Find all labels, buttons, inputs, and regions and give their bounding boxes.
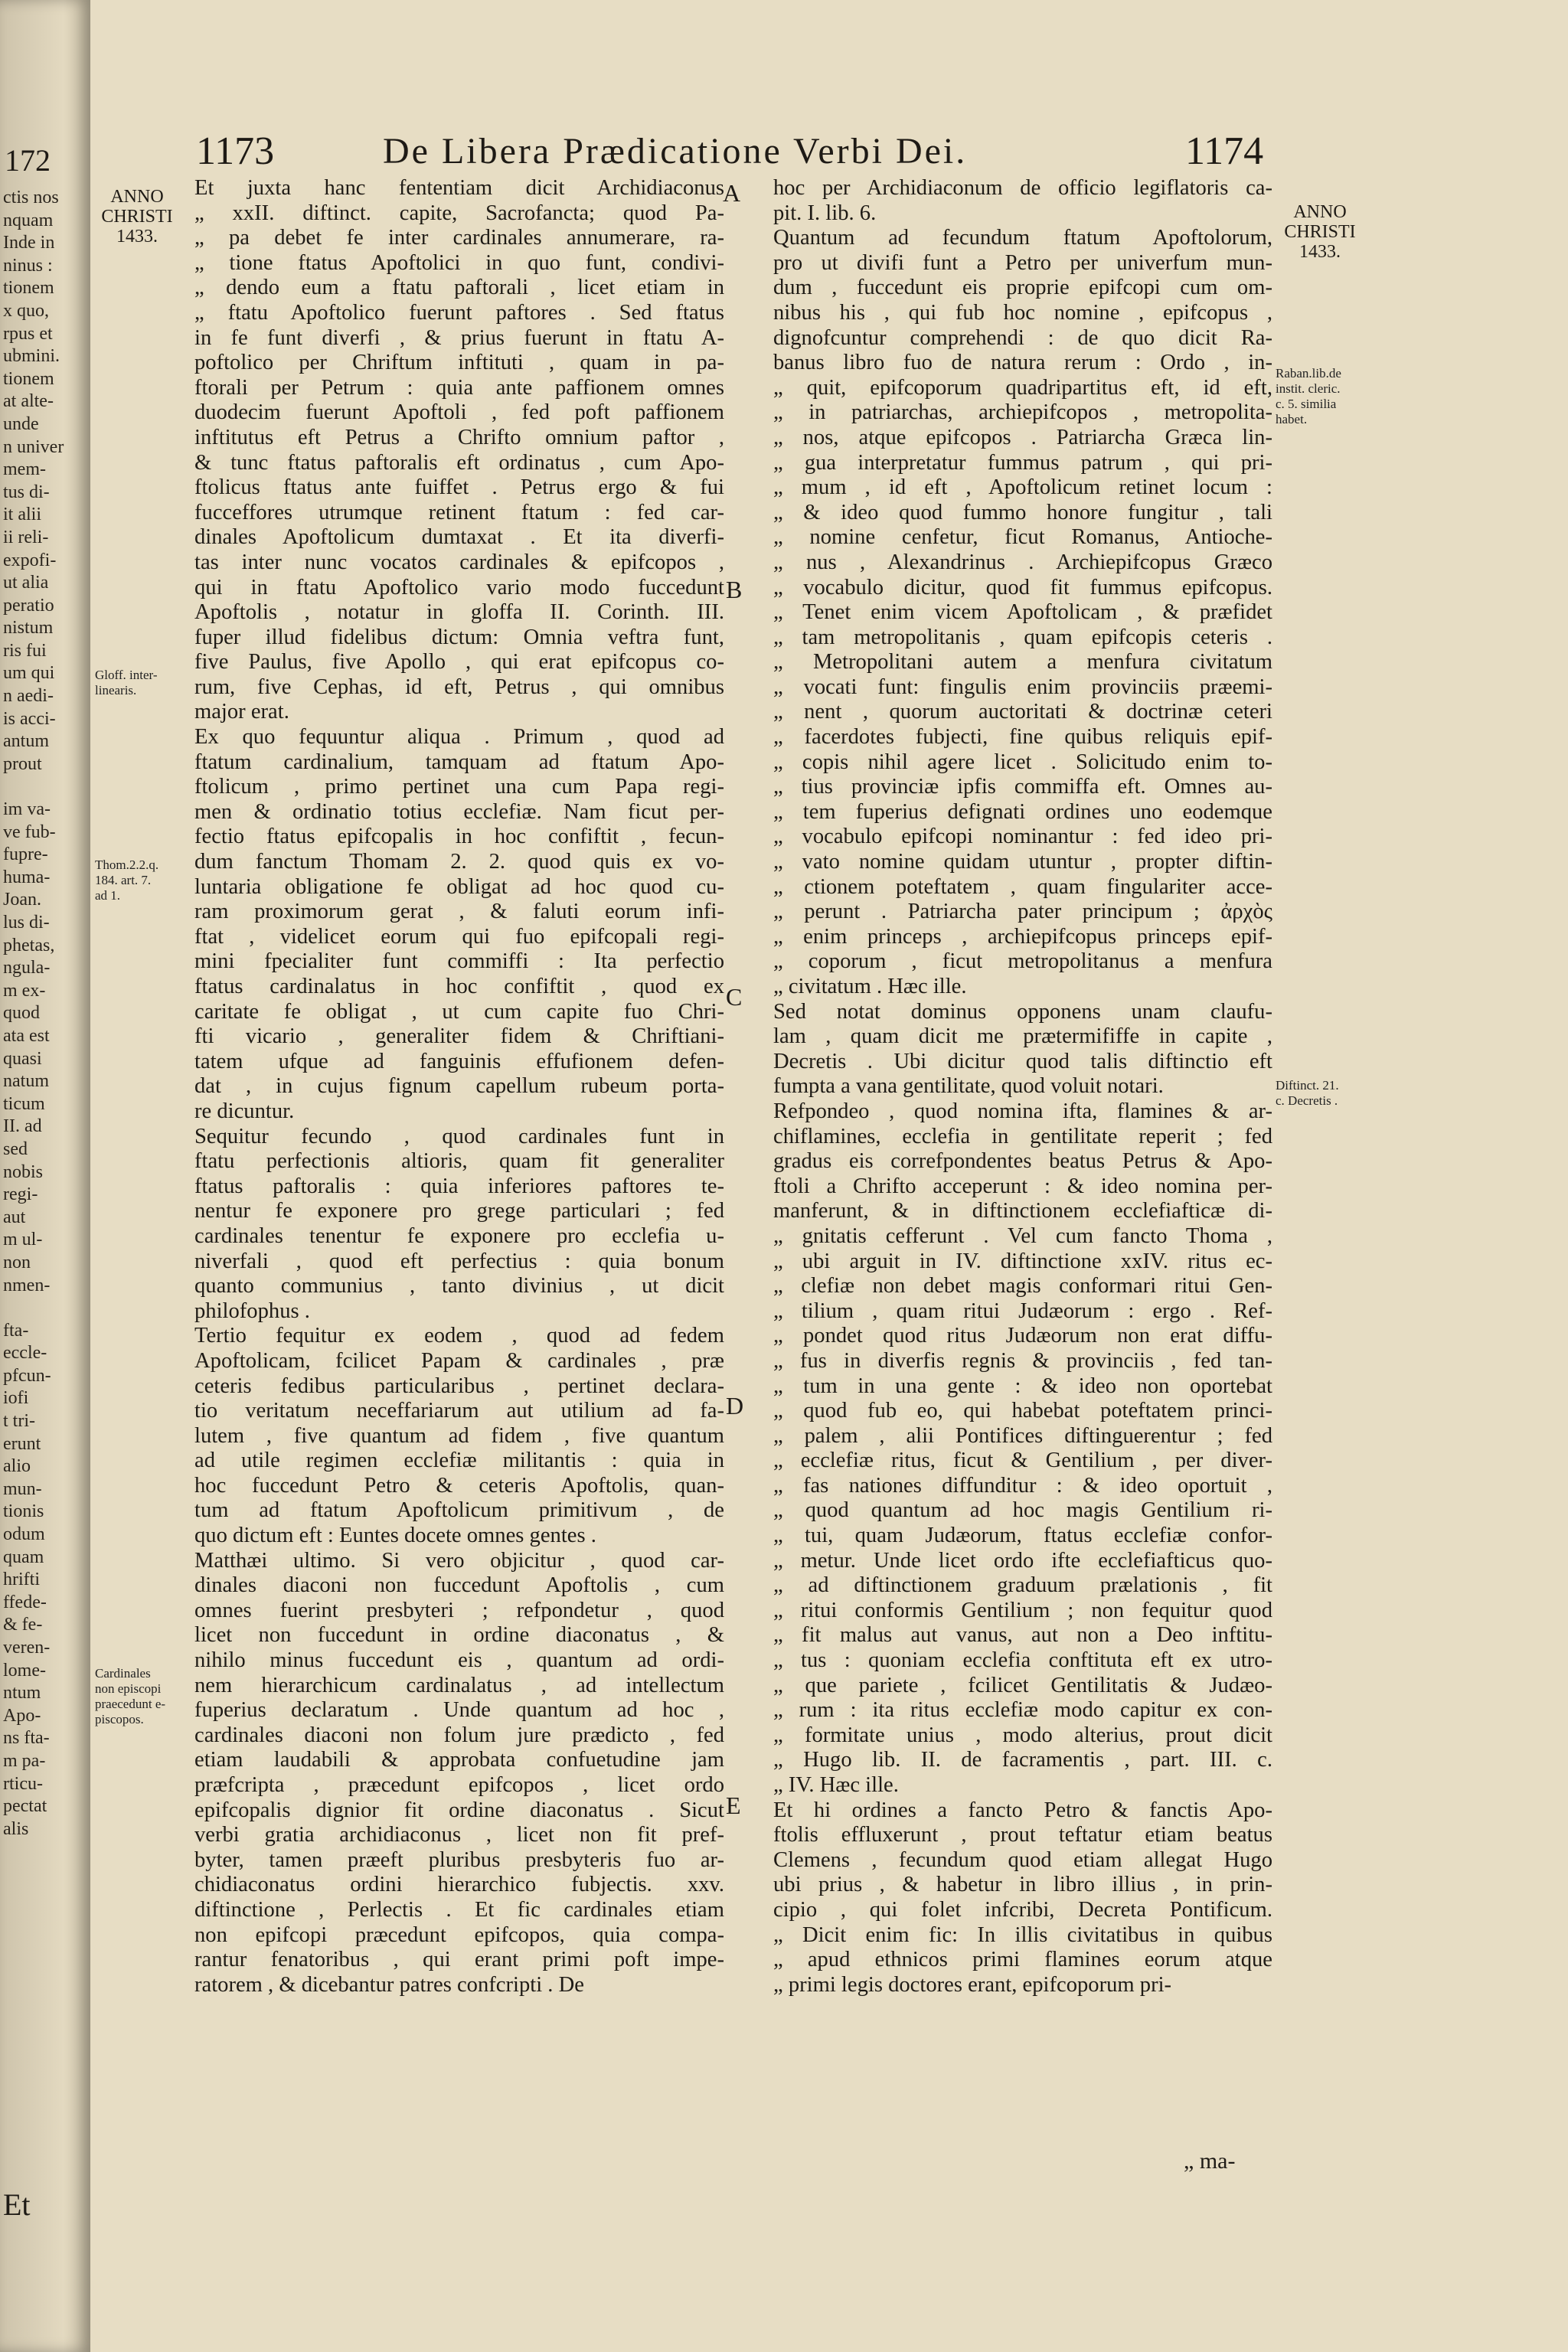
- right-column-line: „ Metropolitani autem a menfura civitatum: [773, 650, 1272, 675]
- edge-fragment: huma-: [3, 867, 51, 887]
- left-column-line: omnes fuerint presbyteri ; refpondetur , quod: [194, 1598, 724, 1622]
- left-column-line: hoc fuccedunt Petro & ceteris Apoftolis, quan-: [194, 1473, 724, 1498]
- left-column-line: rum, five Cephas, id eft, Petrus , qui omnibus: [194, 675, 724, 699]
- edge-fragment: ii reli-: [3, 527, 49, 547]
- left-column-line: Matthæi ultimo. Si vero objicitur , quod car-: [194, 1548, 724, 1573]
- left-column-line: Sequitur fecundo , quod cardinales funt in: [194, 1124, 724, 1148]
- right-column-line: „ formitate unius , modo alterius, prout dicit: [773, 1723, 1272, 1747]
- edge-fragment: x quo,: [3, 300, 49, 321]
- margin-year-left: ANNO CHRISTI 1433.: [101, 187, 173, 247]
- left-column-line: lutem , five quantum ad fidem , five quantum: [194, 1423, 724, 1448]
- right-column-line: Decretis . Ubi dicitur quod talis diftinctio eft: [773, 1049, 1272, 1073]
- left-page-number: 1173: [196, 129, 275, 173]
- left-column-line: Tertio fequitur ex eodem , quod ad fedem: [194, 1324, 724, 1348]
- left-column-line: ftat , videlicet eorum qui fuo epifcopali regi-: [194, 924, 724, 949]
- right-column-line: „ quod quantum ad hoc magis Gentilium ri-: [773, 1498, 1272, 1523]
- right-column-line: „ vato nomine quidam utuntur , propter diftin-: [773, 850, 1272, 874]
- edge-fragment: phetas,: [3, 935, 55, 956]
- edge-fragment: nquam: [3, 210, 54, 230]
- right-column-line: „ tum in una gente : & ideo non oportebat: [773, 1374, 1272, 1398]
- edge-fragment: iofi: [3, 1388, 29, 1409]
- catchword: „ ma-: [1184, 2148, 1236, 2174]
- left-column-line: Apoftolicam, fcilicet Papam & cardinales , præ: [194, 1348, 724, 1373]
- running-title: De Libera Prædicatione Verbi Dei.: [383, 131, 968, 172]
- left-column-line: fuperius declaratum . Unde quantum ad hoc ,: [194, 1698, 724, 1723]
- edge-fragment: pfcun-: [3, 1365, 51, 1386]
- right-column-line: „ fus in diverfis regnis & provinciis , fed tan-: [773, 1348, 1272, 1373]
- right-column-line: „ vocabulo epifcopi nominantur : fed ideo pri-: [773, 825, 1272, 849]
- edge-fragment: nistum: [3, 618, 54, 639]
- previous-page-edge: [0, 0, 90, 2352]
- margin-cardinales-note: Cardinales non episcopi praecedunt e- piscopos.: [95, 1666, 166, 1726]
- right-column-line: Et hi ordines a fancto Petro & fanctis Apo-: [773, 1798, 1272, 1822]
- edge-fragment: tus di-: [3, 482, 50, 502]
- edge-fragment: ticum: [3, 1093, 45, 1114]
- left-column-line: dinales Apoftolicum dumtaxat . Et ita diverfi-: [194, 525, 724, 550]
- left-column-line: „ ftatu Apoftolico fuerunt paftores . Sed ftatus: [194, 300, 724, 325]
- edge-fragment: non: [3, 1252, 31, 1272]
- right-column-line: „ & ideo quod fummo honore fungitur , tali: [773, 500, 1272, 524]
- edge-fragment: n aedi-: [3, 686, 54, 707]
- right-column-line: chiflamines, ecclefia in gentilitate reperit ; fed: [773, 1124, 1272, 1148]
- left-column-line: tio veritatum neceffariarum aut utilium ad fa-: [194, 1399, 724, 1423]
- right-column-line: „ palem , alii Pontifices diftinguerentur ; fed: [773, 1423, 1272, 1448]
- edge-fragment: tionem: [3, 278, 54, 299]
- right-column-line: „ apud ethnicos primi flamines eorum atque: [773, 1948, 1272, 1972]
- left-column-line: dinales diaconi non fuccedunt Apoftolis , cum: [194, 1573, 724, 1598]
- section-mark-c: C: [726, 983, 743, 1011]
- left-column-line: cardinales diaconi non folum jure prædicto , fed: [194, 1723, 724, 1747]
- edge-fragment: m pa-: [3, 1750, 46, 1771]
- edge-fragment: expofi-: [3, 550, 57, 570]
- right-column-line: „ mum , id eft , Apoftolicum retinet locum :: [773, 475, 1272, 500]
- edge-fragment: n univer: [3, 436, 64, 457]
- edge-fragment: Inde in: [3, 233, 55, 253]
- right-column-line: „ ad diftinctionem graduum prælationis , fit: [773, 1573, 1272, 1598]
- left-column-line: ftolicum , primo pertinet una cum Papa regi-: [194, 775, 724, 799]
- edge-fragment: nobis: [3, 1161, 44, 1182]
- left-column-line: ftatu perfectionis altioris, quam fit generaliter: [194, 1149, 724, 1174]
- edge-fragment: pectat: [3, 1796, 47, 1817]
- right-column-line: „ fit malus aut vanus, aut non a Deo inftitu-: [773, 1623, 1272, 1648]
- left-column-line: re dicuntur.: [194, 1099, 295, 1123]
- right-column-line: „ gua interpretatur fummus patrum , qui pri-: [773, 450, 1272, 475]
- edge-fragment: mun-: [3, 1478, 42, 1499]
- right-column-line: „ fas nationes diffunditur : & ideo oportuit ,: [773, 1473, 1272, 1498]
- edge-fragment: ntum: [3, 1683, 41, 1704]
- left-column-line: ratorem , & dicebantur patres confcripti . De: [194, 1972, 584, 1997]
- edge-fragment: im va-: [3, 799, 51, 820]
- left-column-line: non epifcopi præcedunt epifcopos, quia compa-: [194, 1922, 724, 1947]
- edge-fragment: ctis nos: [3, 188, 59, 207]
- edge-fragment: alio: [3, 1456, 31, 1477]
- left-column-line: quanto communius , tanto divinius , ut dicit: [194, 1274, 724, 1298]
- right-column-line: dignofcuntur comprehendi : de quo dicit Ra-: [773, 325, 1272, 350]
- left-column-line: major erat.: [194, 700, 289, 724]
- edge-fragment: alis: [3, 1818, 29, 1839]
- right-column-line: „ quit, epifcoporum quadripartitus eft, id eft,: [773, 375, 1272, 400]
- edge-fragment: quasi: [3, 1048, 42, 1069]
- edge-fragment: rticu-: [3, 1773, 43, 1794]
- right-column-line: „ tius provinciæ ipfis commiffa eft. Omnes au-: [773, 775, 1272, 799]
- left-column-line: duodecim fuerunt Apoftoli , fed poft paffionem: [194, 400, 724, 425]
- edge-fragment: Joan.: [3, 890, 41, 910]
- right-column-line: Quantum ad fecundum ftatum Apoftolorum,: [773, 226, 1272, 250]
- right-text-column: [773, 176, 1272, 1998]
- previous-page-fragments: [3, 187, 89, 1841]
- edge-fragment: um qui: [3, 663, 55, 684]
- left-text-column: [194, 176, 724, 1998]
- right-column-line: „ Tenet enim vicem Apoftolicam , & præfidet: [773, 600, 1272, 625]
- right-column-line: „ primi legis doctores erant, epifcoporum pri-: [773, 1972, 1172, 1997]
- right-column-line: Refpondeo , quod nomina ifta, flamines & ar-: [773, 1099, 1272, 1123]
- edge-fragment: ve fub-: [3, 822, 56, 842]
- edge-fragment: rpus et: [3, 323, 53, 344]
- edge-fragment: eccle-: [3, 1343, 47, 1364]
- right-column-line: fumpta a vana gentilitate, quod voluit notari.: [773, 1074, 1164, 1099]
- right-column-line: „ ecclefiæ ritus, ficut & Gentilium , per diver-: [773, 1449, 1272, 1473]
- edge-fragment: ris fui: [3, 640, 47, 661]
- right-column-line: „ civitatum . Hæc ille.: [773, 975, 967, 998]
- edge-fragment: tionem: [3, 368, 54, 389]
- section-mark-a: A: [723, 179, 741, 207]
- left-column-line: „ xxII. diftinct. capite, Sacrofancta; quod Pa-: [194, 201, 724, 225]
- left-column-line: fucceffores utrumque retinent ftatum : fed car-: [194, 500, 724, 524]
- left-column-line: epifcopalis dignior fit ordine diaconatus . Sicut: [194, 1798, 724, 1822]
- right-column-line: „ IV. Hæc ille.: [773, 1773, 899, 1797]
- left-column-line: & tunc ftatus paftoralis eft ordinatus , cum Apo-: [194, 450, 724, 475]
- left-column-line: nihilo minus fuccedunt eis , quantum ad ordi-: [194, 1648, 724, 1673]
- right-column-line: „ in patriarchas, archiepifcopos , metropolita-: [773, 400, 1272, 425]
- edge-fragment: at alte-: [3, 391, 54, 412]
- left-column-line: nentur fe exponere pro grege particulari ; fed: [194, 1199, 724, 1223]
- edge-fragment: II. ad: [3, 1116, 42, 1137]
- edge-fragment: ninus :: [3, 255, 53, 276]
- right-column-line: „ vocati funt: fingulis enim provinciis præemi-: [773, 675, 1272, 699]
- margin-year-right: ANNO CHRISTI 1433.: [1284, 202, 1356, 262]
- right-column-line: banus libro fuo de natura rerum : Ordo , in-: [773, 351, 1272, 375]
- left-column-line: quo dictum eft : Euntes docete omnes gentes .: [194, 1524, 596, 1548]
- right-column-line: „ vocabulo dicitur, quod fit fummus epifcopus.: [773, 575, 1272, 599]
- margin-distinct-reference: Diftinct. 21. c. Decretis .: [1276, 1078, 1339, 1108]
- left-column-line: cardinales tenentur fe exponere pro ecclefia u-: [194, 1223, 724, 1248]
- left-column-line: ram proximorum gerat , & faluti eorum infi-: [194, 900, 724, 924]
- right-column-line: „ ritui conformis Gentilium ; non fequitur quod: [773, 1598, 1272, 1622]
- left-column-line: dat , in cujus fignum capellum rubeum porta-: [194, 1074, 724, 1099]
- right-column-line: gradus eis correfpondentes beatus Petrus & Apo-: [773, 1149, 1272, 1174]
- edge-fragment: & fe-: [3, 1615, 43, 1635]
- left-column-line: ceteris fedibus particularibus , pertinet declara-: [194, 1374, 724, 1398]
- right-column-line: „ gnitatis cefferunt . Vel cum fancto Thoma ,: [773, 1223, 1272, 1248]
- right-column-line: Clemens , fecundum quod etiam allegat Hugo: [773, 1847, 1272, 1872]
- edge-fragment: fta-: [3, 1320, 29, 1341]
- section-mark-b: B: [726, 576, 743, 603]
- edge-fragment: it alii: [3, 505, 41, 525]
- left-column-line: verbi gratia archidiaconus , licet non fit pref-: [194, 1823, 724, 1847]
- left-column-line: diftinctione , Perlectis . Et fic cardinales etiam: [194, 1897, 724, 1922]
- left-column-line: Apoftolis , notatur in gloffa II. Corinth. III.: [194, 600, 724, 625]
- left-column-line: fectio ftatus epifcopalis in hoc confiftit , fecun-: [194, 825, 724, 849]
- left-column-line: Et juxta hanc fententiam dicit Archidiaconus: [194, 176, 724, 200]
- right-column-line: „ nomine cenfetur, ficut Romanus, Antioche-: [773, 525, 1272, 550]
- left-column-line: inftitutus eft Petrus a Chrifto omnium paftor ,: [194, 425, 724, 449]
- left-column-line: in fe funt diverfi , & prius fuerunt in ftatu A-: [194, 325, 724, 350]
- edge-fragment: m ex-: [3, 980, 46, 1001]
- left-column-line: fti vicario , generaliter fidem & Chriftiani-: [194, 1024, 724, 1049]
- right-column-line: ftolis effluxerunt , prout teftatur etiam beatus: [773, 1823, 1272, 1847]
- right-column-line: „ ctionem poteftatem , quam fingulariter acce-: [773, 874, 1272, 899]
- edge-fragment: aut: [3, 1207, 26, 1227]
- right-column-line: „ tui, quam Judæorum, ftatus ecclefiæ confor-: [773, 1524, 1272, 1548]
- right-column-line: cipio , qui folet infcribi, Decreta Pontificum.: [773, 1897, 1272, 1922]
- right-column-line: „ metur. Unde licet ordo ifte ecclefiafticus quo-: [773, 1548, 1272, 1573]
- edge-fragment: ngula-: [3, 958, 51, 978]
- edge-fragment: unde: [3, 413, 39, 434]
- right-column-line: hoc per Archidiaconum de officio legiflatoris ca-: [773, 176, 1272, 200]
- right-column-line: „ nus , Alexandrinus . Archiepifcopus Græco: [773, 550, 1272, 574]
- right-column-line: lam , quam dicit me prætermififfe in capite ,: [773, 1024, 1272, 1049]
- left-column-line: etiam laudabili & approbata confuetudine jam: [194, 1748, 724, 1772]
- edge-fragment: quam: [3, 1547, 44, 1567]
- right-column-line: „ facerdotes fubjecti, fine quibus reliquis epif-: [773, 725, 1272, 750]
- edge-fragment: ns fta-: [3, 1728, 50, 1749]
- left-column-line: fuper illud fidelibus dictum: Omnia veftra funt,: [194, 625, 724, 649]
- left-column-line: licet non fuccedunt in ordine diaconatus , &: [194, 1623, 724, 1648]
- left-column-line: five Paulus, five Apollo , qui erat epifcopus co-: [194, 650, 724, 675]
- left-column-line: men & ordinatio totius ecclefiæ. Nam ficut per-: [194, 799, 724, 824]
- left-column-line: nem hierarchicum cardinalatus , ad intellectum: [194, 1673, 724, 1697]
- left-column-line: ad utile regimen ecclefiæ militantis : quia in: [194, 1449, 724, 1473]
- left-column-line: mini fpecialiter funt commiffi : Ita perfectio: [194, 949, 724, 974]
- right-column-line: „ ubi arguit in IV. diftinctione xxIV. ritus ec-: [773, 1249, 1272, 1273]
- right-column-line: „ tem fuperius defignati ordines uno eodemque: [773, 799, 1272, 824]
- edge-fragment: [3, 776, 89, 799]
- right-column-line: Sed notat dominus opponens unam claufu-: [773, 999, 1272, 1024]
- left-column-line: ftatus paftoralis : quia inferiores paftores te-: [194, 1174, 724, 1198]
- edge-fragment: veren-: [3, 1638, 51, 1658]
- left-column-line: tum ad ftatum Apoftolicum primitivum , de: [194, 1498, 724, 1523]
- left-column-line: qui in ftatu Apoftolico vario modo fuccedunt: [194, 575, 724, 599]
- right-column-line: „ nent , quorum auctoritati & doctrinæ ceteri: [773, 700, 1272, 724]
- left-column-line: præfcripta , præcedunt epifcopos , licet ordo: [194, 1773, 724, 1797]
- edge-fragment: sed: [3, 1138, 28, 1159]
- left-column-line: ftorali per Petrum : quia ante paffionem omnes: [194, 375, 724, 400]
- left-column-line: „ dendo eum a ftatu paftorali , licet etiam in: [194, 276, 724, 300]
- previous-page-number: 172: [5, 143, 51, 178]
- edge-fragment: t tri-: [3, 1411, 35, 1432]
- edge-fragment: [3, 1297, 89, 1320]
- right-column-line: „ que pariete , fcilicet Gentilitatis & Judæo-: [773, 1673, 1272, 1697]
- left-column-line: dum fanctum Thomam 2. 2. quod quis ex vo-: [194, 850, 724, 874]
- right-column-line: „ tilium , quam ritui Judæorum : ergo . Ref-: [773, 1298, 1272, 1323]
- right-column-line: manferunt, & in diftinctionem ecclefiafticæ di-: [773, 1199, 1272, 1223]
- left-column-line: tatem ufque ad fanguinis effufionem defen-: [194, 1049, 724, 1073]
- right-column-line: ftoli a Chrifto acceperunt : & ideo nomina per-: [773, 1174, 1272, 1198]
- edge-fragment: regi-: [3, 1184, 38, 1205]
- edge-fragment: ffede-: [3, 1592, 47, 1612]
- edge-fragment: Apo-: [3, 1705, 41, 1726]
- left-column-line: ftolicus ftatus ante fuiffet . Petrus ergo & fui: [194, 475, 724, 500]
- left-column-line: chidiaconatus ordini hierarchico fubjectis. xxv.: [194, 1873, 724, 1897]
- left-column-line: Ex quo fequuntur aliqua . Primum , quod ad: [194, 725, 724, 750]
- edge-fragment: natum: [3, 1071, 49, 1092]
- edge-fragment: ubmini.: [3, 346, 60, 367]
- right-column-line: ubi prius , & habetur in libro illius , in prin-: [773, 1873, 1272, 1897]
- edge-fragment: ata est: [3, 1025, 50, 1046]
- margin-rabanus-reference: Raban.lib.de instit. cleric. c. 5. similia habet.: [1276, 366, 1341, 426]
- section-mark-d: D: [726, 1392, 744, 1419]
- previous-page-last-word: Et: [3, 2187, 31, 2222]
- left-column-line: caritate fe obligat , ut cum capite fuo Chri-: [194, 999, 724, 1024]
- right-column-line: „ rum : ita ritus ecclefiæ modo capitur ex con-: [773, 1698, 1272, 1723]
- left-column-line: luntaria obligatione fe obligat ad hoc quod cu-: [194, 874, 724, 899]
- edge-fragment: prout: [3, 753, 42, 774]
- margin-gloss-interlinearis: Gloff. inter- linearis.: [95, 668, 158, 697]
- left-column-line: poftolico per Chriftum inftituti , quam in pa-: [194, 351, 724, 375]
- left-column-line: „ tione ftatus Apoftolici in quo funt, condivi-: [194, 250, 724, 275]
- right-column-line: „ copis nihil agere licet . Solicitudo enim to-: [773, 750, 1272, 774]
- right-column-line: „ enim princeps , archiepifcopus princeps epif-: [773, 924, 1272, 949]
- right-column-line: „ tam metropolitanis , quam epifcopis ceteris .: [773, 625, 1272, 649]
- section-mark-e: E: [726, 1792, 741, 1819]
- left-column-line: tas inter nunc vocatos cardinales & epifcopos ,: [194, 550, 724, 574]
- edge-fragment: m ul-: [3, 1230, 43, 1250]
- left-column-line: „ pa debet fe inter cardinales annumerare, ra-: [194, 226, 724, 250]
- left-column-line: niverfali , quod eft perfectius : quia bonum: [194, 1249, 724, 1273]
- right-column-line: pro ut divifi funt a Petro per univerfum mun-: [773, 250, 1272, 275]
- margin-thomas-reference: Thom.2.2.q. 184. art. 7. ad 1.: [95, 858, 159, 903]
- edge-fragment: odum: [3, 1524, 45, 1545]
- edge-fragment: hrifti: [3, 1570, 40, 1590]
- right-column-line: „ coporum , ficut metropolitanus a menfura: [773, 949, 1272, 974]
- right-column-line: „ pondet quod ritus Judæorum non erat diffu-: [773, 1324, 1272, 1348]
- right-column-line: dum , fuccedunt eis proprie epifcopi cum om-: [773, 276, 1272, 300]
- right-column-line: „ quod fub eo, qui habebat poteftatem princi-: [773, 1399, 1272, 1423]
- edge-fragment: mem-: [3, 459, 46, 480]
- right-column-line: „ perunt . Patriarcha pater principum ; ἀρχὸς: [773, 900, 1272, 924]
- left-column-line: philofophus .: [194, 1298, 310, 1323]
- left-column-line: byter, tamen præeft pluribus presbyteris fuo ar-: [194, 1847, 724, 1872]
- edge-fragment: lus di-: [3, 913, 50, 933]
- right-page-number: 1174: [1185, 129, 1264, 173]
- edge-fragment: antum: [3, 731, 49, 752]
- left-column-line: rantur fenatoribus , qui erant primi poft impe-: [194, 1948, 724, 1972]
- right-column-line: nibus his , qui fub hoc nomine , epifcopus ,: [773, 300, 1272, 325]
- edge-fragment: quod: [3, 1003, 40, 1024]
- right-column-line: „ Dicit enim fic: In illis civitatibus in quibus: [773, 1922, 1272, 1947]
- right-column-line: „ tus : quoniam ecclefia conftituta eft ex utro-: [773, 1648, 1272, 1673]
- edge-fragment: nmen-: [3, 1275, 51, 1295]
- edge-fragment: fupre-: [3, 844, 48, 865]
- left-column-line: ftatus cardinalatus in hoc confiftit , quod ex: [194, 975, 724, 998]
- left-column-line: ftatum cardinalium, tamquam ad ftatum Apo-: [194, 750, 724, 774]
- edge-fragment: ut alia: [3, 573, 49, 593]
- edge-fragment: erunt: [3, 1433, 41, 1454]
- running-header: [0, 129, 1568, 175]
- right-column-line: „ clefiæ non debet magis conformari ritui Gen-: [773, 1274, 1272, 1298]
- edge-fragment: tionis: [3, 1501, 44, 1522]
- edge-fragment: peratio: [3, 595, 54, 616]
- right-column-line: „ Hugo lib. II. de facramentis , part. III. c.: [773, 1748, 1272, 1772]
- edge-fragment: is acci-: [3, 708, 56, 729]
- right-column-line: „ nos, atque epifcopos . Patriarcha Græca lin-: [773, 425, 1272, 449]
- edge-fragment: lome-: [3, 1660, 46, 1681]
- right-column-line: pit. I. lib. 6.: [773, 201, 877, 225]
